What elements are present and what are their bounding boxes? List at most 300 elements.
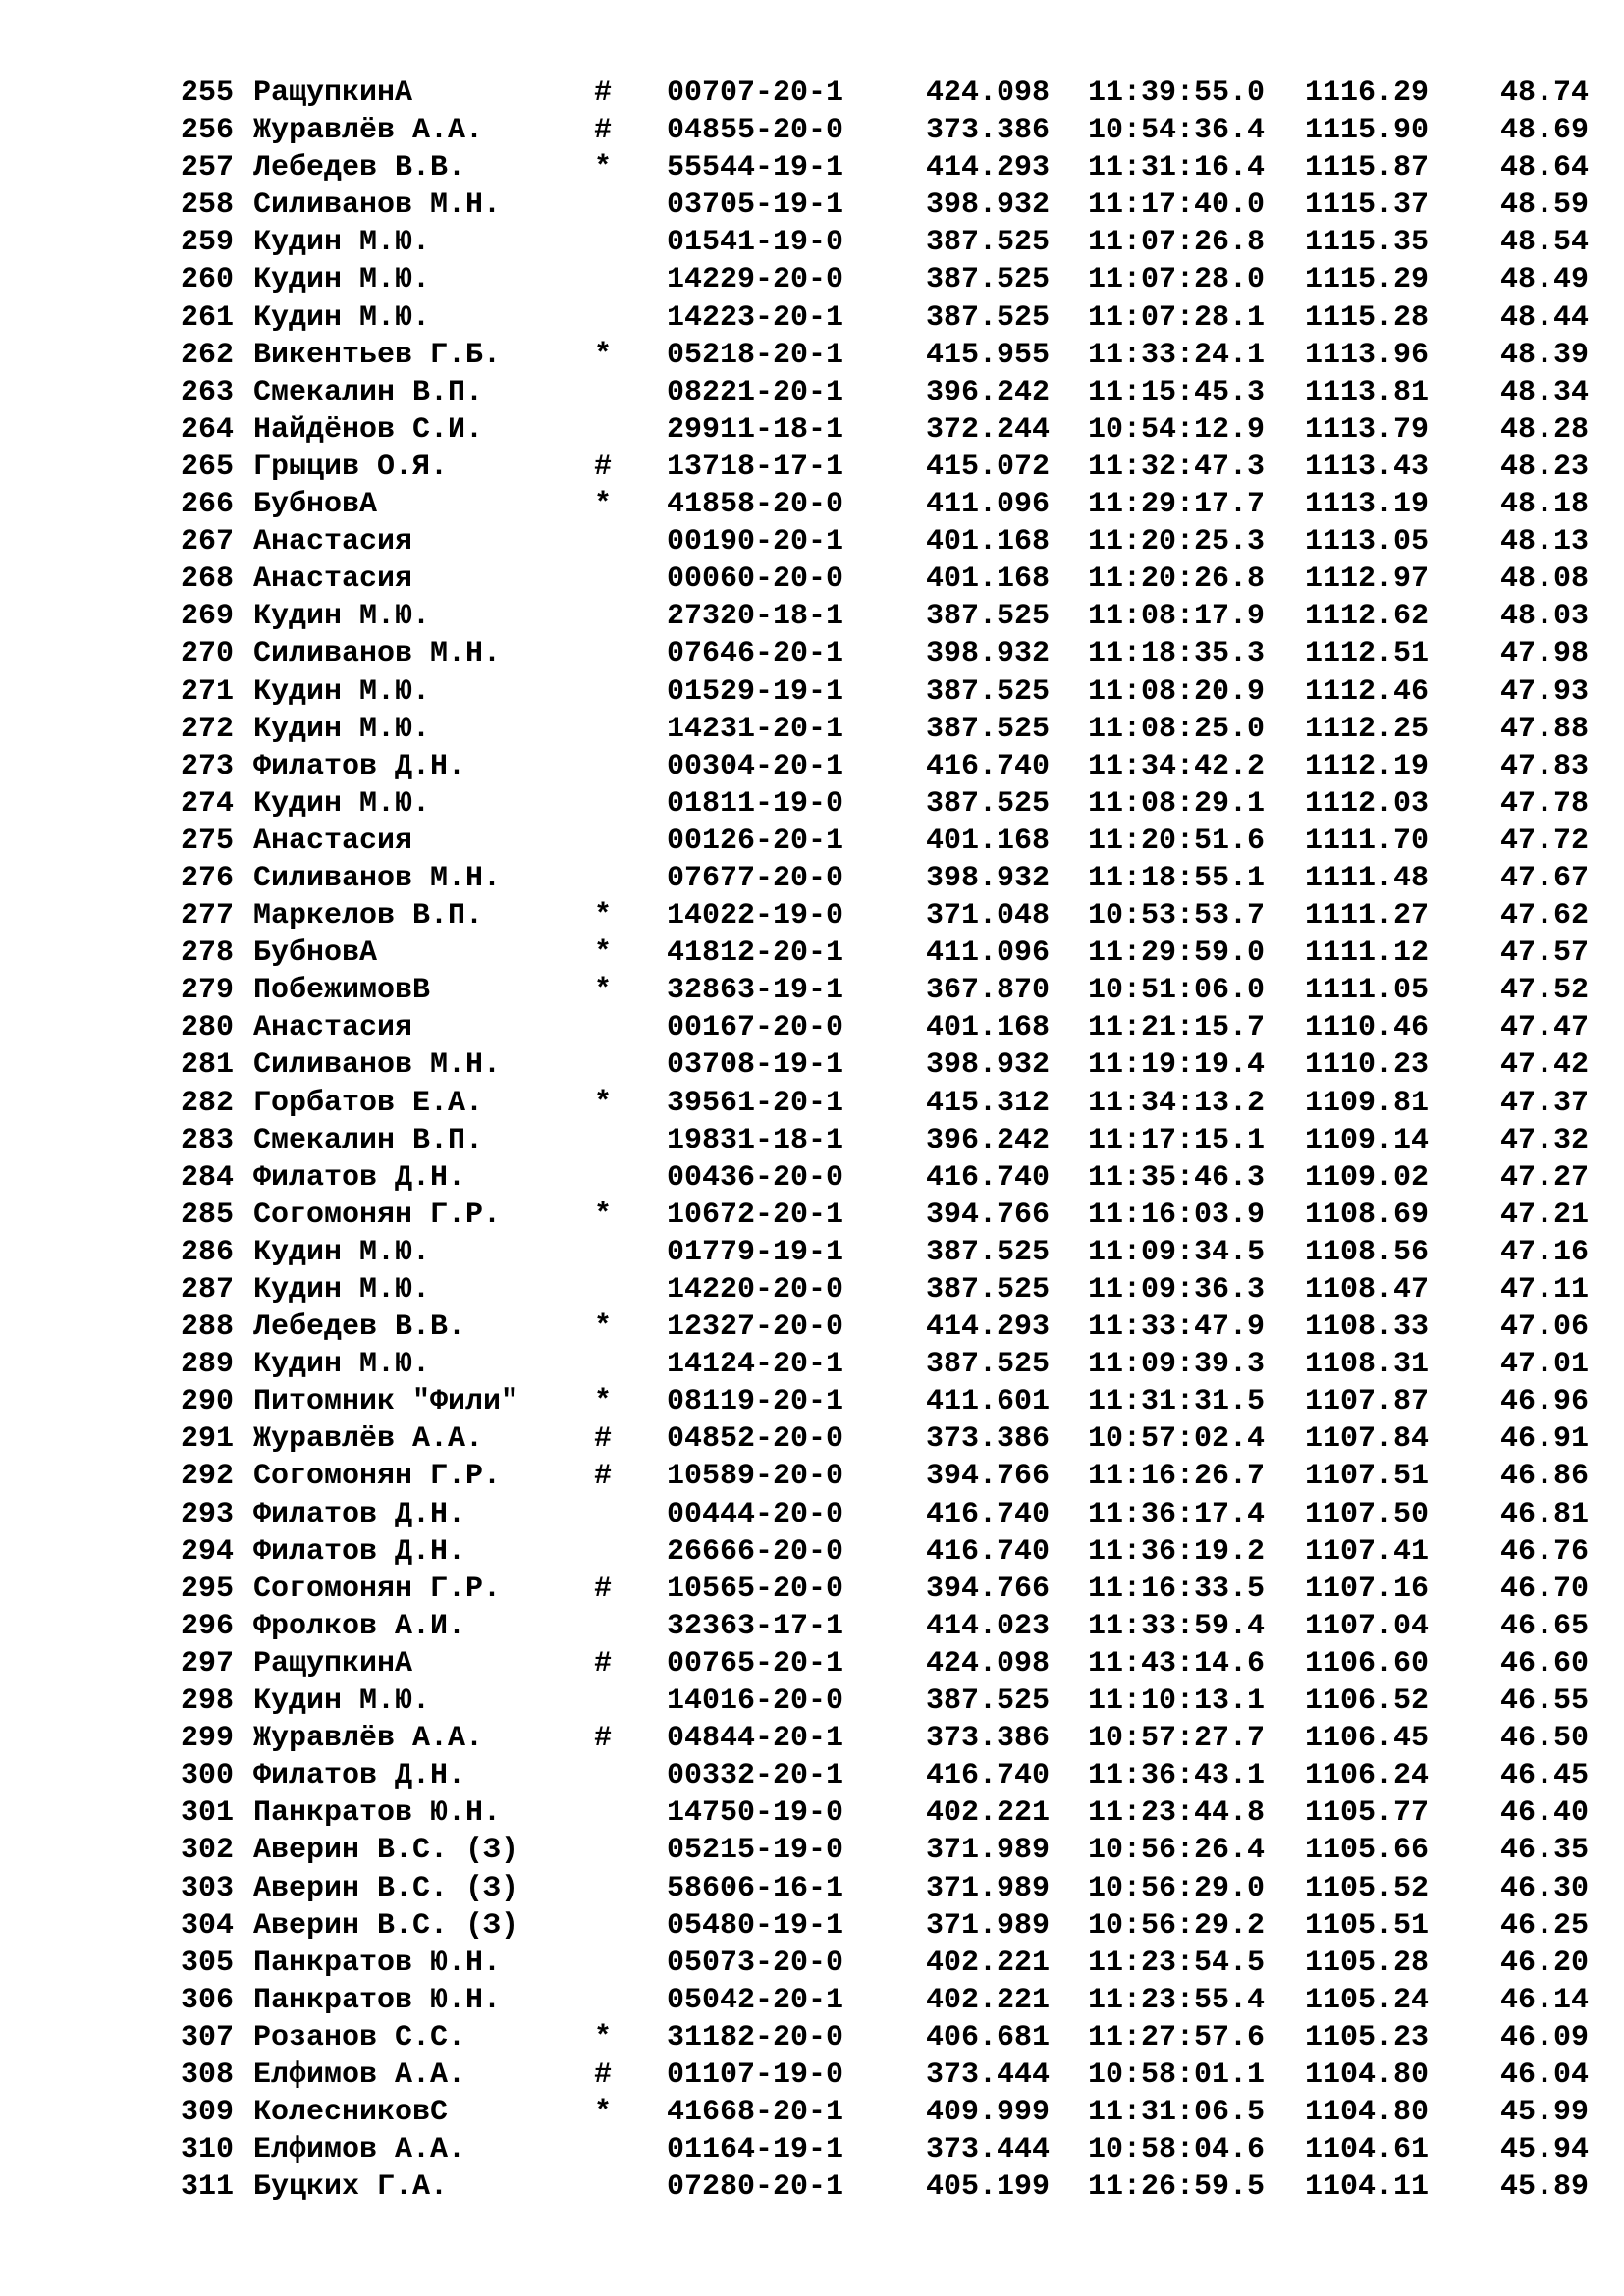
arrival-time: 11:18:55.1 (1088, 861, 1266, 895)
table-row (175, 1870, 1589, 1907)
points: 47.98 (1499, 637, 1589, 671)
marker-symbol: * (593, 936, 612, 971)
arrival-time: 11:36:43.1 (1088, 1759, 1266, 1793)
fancier-name: Журавлёв А.А. (253, 114, 484, 148)
distance: 387.525 (926, 712, 1051, 746)
ring-number: 00126-20-1 (667, 824, 844, 858)
speed: 1113.79 (1305, 412, 1430, 447)
points: 47.47 (1499, 1011, 1589, 1045)
fancier-name: Силиванов М.Н. (253, 1048, 502, 1083)
fancier-name: Силиванов М.Н. (253, 188, 502, 223)
speed: 1115.90 (1305, 114, 1430, 148)
distance: 416.740 (926, 1497, 1051, 1531)
points: 47.37 (1499, 1086, 1589, 1120)
fancier-name: Кудин М.Ю. (253, 600, 431, 634)
ring-number: 14231-20-1 (667, 712, 844, 746)
arrival-time: 11:17:15.1 (1088, 1123, 1266, 1157)
arrival-time: 11:21:15.7 (1088, 1011, 1266, 1045)
place-number: 291 (180, 1422, 234, 1457)
points: 47.88 (1499, 712, 1589, 746)
place-number: 286 (180, 1235, 234, 1269)
place-number: 259 (180, 226, 234, 260)
arrival-time: 10:56:29.2 (1088, 1908, 1266, 1943)
arrival-time: 11:09:39.3 (1088, 1348, 1266, 1382)
arrival-time: 11:08:20.9 (1088, 674, 1266, 709)
distance: 396.242 (926, 1123, 1051, 1157)
fancier-name: БубновА (253, 936, 378, 971)
fancier-name: Смекалин В.П. (253, 1123, 484, 1157)
table-row (175, 1234, 1589, 1271)
points: 48.23 (1499, 450, 1589, 484)
fancier-name: Кудин М.Ю. (253, 263, 431, 297)
table-row (175, 972, 1589, 1009)
speed: 1111.12 (1305, 936, 1430, 971)
fancier-name: Аверин В.С. (З) (253, 1871, 519, 1905)
arrival-time: 11:20:25.3 (1088, 525, 1266, 560)
speed: 1104.61 (1305, 2133, 1430, 2167)
speed: 1112.97 (1305, 562, 1430, 597)
table-row (175, 635, 1589, 672)
arrival-time: 10:54:12.9 (1088, 412, 1266, 447)
marker-symbol: * (593, 1198, 612, 1232)
speed: 1105.28 (1305, 1946, 1430, 1980)
distance: 387.525 (926, 1684, 1051, 1719)
speed: 1112.19 (1305, 749, 1430, 783)
ring-number: 00707-20-1 (667, 77, 844, 110)
speed: 1115.29 (1305, 263, 1430, 297)
place-number: 255 (180, 77, 234, 110)
distance: 401.168 (926, 525, 1051, 560)
place-number: 292 (180, 1460, 234, 1494)
place-number: 256 (180, 114, 234, 148)
speed: 1105.23 (1305, 2020, 1430, 2055)
speed: 1112.51 (1305, 637, 1430, 671)
ring-number: 55544-19-1 (667, 151, 844, 186)
place-number: 266 (180, 488, 234, 522)
distance: 402.221 (926, 1796, 1051, 1831)
distance: 394.766 (926, 1460, 1051, 1494)
place-number: 287 (180, 1273, 234, 1307)
fancier-name: Согомонян Г.Р. (253, 1198, 502, 1232)
place-number: 268 (180, 562, 234, 597)
table-row (175, 561, 1589, 598)
points: 48.39 (1499, 338, 1589, 372)
arrival-time: 10:58:04.6 (1088, 2133, 1266, 2167)
place-number: 300 (180, 1759, 234, 1793)
points: 47.57 (1499, 936, 1589, 971)
ring-number: 14124-20-1 (667, 1348, 844, 1382)
points: 46.09 (1499, 2020, 1589, 2055)
speed: 1106.52 (1305, 1684, 1430, 1719)
place-number: 267 (180, 525, 234, 560)
speed: 1111.27 (1305, 899, 1430, 934)
points: 46.60 (1499, 1646, 1589, 1681)
speed: 1108.31 (1305, 1348, 1430, 1382)
distance: 414.293 (926, 1310, 1051, 1345)
speed: 1113.96 (1305, 338, 1430, 372)
table-row (175, 1496, 1589, 1533)
points: 46.45 (1499, 1759, 1589, 1793)
points: 46.65 (1499, 1609, 1589, 1643)
fancier-name: Филатов Д.Н. (253, 1759, 466, 1793)
distance: 401.168 (926, 1011, 1051, 1045)
arrival-time: 11:07:26.8 (1088, 226, 1266, 260)
speed: 1106.45 (1305, 1722, 1430, 1756)
distance: 411.096 (926, 488, 1051, 522)
fancier-name: РащупкинА (253, 77, 413, 110)
place-number: 296 (180, 1609, 234, 1643)
distance: 401.168 (926, 824, 1051, 858)
distance: 411.096 (926, 936, 1051, 971)
fancier-name: Розанов С.С. (253, 2020, 466, 2055)
fancier-name: Смекалин В.П. (253, 375, 484, 409)
speed: 1108.69 (1305, 1198, 1430, 1232)
fancier-name: Панкратов Ю.Н. (253, 1946, 502, 1980)
marker-symbol: # (593, 1572, 612, 1606)
speed: 1106.60 (1305, 1646, 1430, 1681)
ring-number: 10672-20-1 (667, 1198, 844, 1232)
table-row (175, 2168, 1589, 2206)
place-number: 260 (180, 263, 234, 297)
distance: 373.444 (926, 2057, 1051, 2092)
distance: 415.955 (926, 338, 1051, 372)
distance: 415.072 (926, 450, 1051, 484)
speed: 1108.47 (1305, 1273, 1430, 1307)
table-row (175, 1945, 1589, 1982)
fancier-name: Фролков А.И. (253, 1609, 466, 1643)
points: 45.89 (1499, 2170, 1589, 2205)
table-row (175, 411, 1589, 449)
table-row (175, 523, 1589, 561)
place-number: 308 (180, 2057, 234, 2092)
arrival-time: 11:33:47.9 (1088, 1310, 1266, 1345)
fancier-name: Согомонян Г.Р. (253, 1460, 502, 1494)
arrival-time: 10:53:53.7 (1088, 899, 1266, 934)
distance: 398.932 (926, 1048, 1051, 1083)
table-row (175, 1982, 1589, 2019)
fancier-name: Панкратов Ю.Н. (253, 1983, 502, 2017)
distance: 367.870 (926, 974, 1051, 1008)
marker-symbol: * (593, 1310, 612, 1345)
points: 47.83 (1499, 749, 1589, 783)
arrival-time: 11:35:46.3 (1088, 1160, 1266, 1195)
place-number: 303 (180, 1871, 234, 1905)
points: 47.06 (1499, 1310, 1589, 1345)
arrival-time: 11:34:13.2 (1088, 1086, 1266, 1120)
arrival-time: 11:23:54.5 (1088, 1946, 1266, 1980)
ring-number: 31182-20-0 (667, 2020, 844, 2055)
fancier-name: Викентьев Г.Б. (253, 338, 502, 372)
points: 46.25 (1499, 1908, 1589, 1943)
arrival-time: 11:09:36.3 (1088, 1273, 1266, 1307)
place-number: 261 (180, 300, 234, 335)
table-row (175, 934, 1589, 972)
results-table (175, 75, 1589, 2206)
points: 46.70 (1499, 1572, 1589, 1606)
points: 46.55 (1499, 1684, 1589, 1719)
marker-symbol: * (593, 151, 612, 186)
speed: 1104.80 (1305, 2057, 1430, 2092)
marker-symbol: * (593, 488, 612, 522)
marker-symbol: # (593, 1422, 612, 1457)
arrival-time: 11:31:16.4 (1088, 151, 1266, 186)
place-number: 294 (180, 1534, 234, 1569)
arrival-time: 11:29:17.7 (1088, 488, 1266, 522)
ring-number: 00304-20-1 (667, 749, 844, 783)
ring-number: 03705-19-1 (667, 188, 844, 223)
points: 48.69 (1499, 114, 1589, 148)
marker-symbol: # (593, 1460, 612, 1494)
speed: 1108.56 (1305, 1235, 1430, 1269)
table-row (175, 261, 1589, 298)
speed: 1107.50 (1305, 1497, 1430, 1531)
points: 46.20 (1499, 1946, 1589, 1980)
fancier-name: Аверин В.С. (З) (253, 1834, 519, 1868)
table-row (175, 897, 1589, 934)
place-number: 270 (180, 637, 234, 671)
distance: 387.525 (926, 600, 1051, 634)
ring-number: 01107-19-0 (667, 2057, 844, 2092)
place-number: 306 (180, 1983, 234, 2017)
points: 48.03 (1499, 600, 1589, 634)
fancier-name: Журавлёв А.А. (253, 1722, 484, 1756)
arrival-time: 11:20:51.6 (1088, 824, 1266, 858)
fancier-name: Кудин М.Ю. (253, 1348, 431, 1382)
speed: 1115.28 (1305, 300, 1430, 335)
ring-number: 58606-16-1 (667, 1871, 844, 1905)
place-number: 271 (180, 674, 234, 709)
fancier-name: Кудин М.Ю. (253, 1235, 431, 1269)
marker-symbol: * (593, 2096, 612, 2130)
distance: 424.098 (926, 77, 1051, 110)
place-number: 281 (180, 1048, 234, 1083)
table-row (175, 1794, 1589, 1832)
fancier-name: КолесниковС (253, 2096, 449, 2130)
marker-symbol: * (593, 1086, 612, 1120)
distance: 401.168 (926, 562, 1051, 597)
fancier-name: Анастасия (253, 562, 413, 597)
table-row (175, 1308, 1589, 1346)
marker-symbol: # (593, 1646, 612, 1681)
distance: 387.525 (926, 263, 1051, 297)
speed: 1111.05 (1305, 974, 1430, 1008)
fancier-name: Маркелов В.П. (253, 899, 484, 934)
distance: 387.525 (926, 786, 1051, 821)
speed: 1107.04 (1305, 1609, 1430, 1643)
table-row (175, 1458, 1589, 1495)
arrival-time: 11:31:06.5 (1088, 2096, 1266, 2130)
speed: 1115.35 (1305, 226, 1430, 260)
distance: 387.525 (926, 226, 1051, 260)
arrival-time: 11:27:57.6 (1088, 2020, 1266, 2055)
place-number: 277 (180, 899, 234, 934)
arrival-time: 11:20:26.8 (1088, 562, 1266, 597)
place-number: 305 (180, 1946, 234, 1980)
speed: 1107.16 (1305, 1572, 1430, 1606)
ring-number: 07280-20-1 (667, 2170, 844, 2205)
distance: 424.098 (926, 1646, 1051, 1681)
speed: 1113.19 (1305, 488, 1430, 522)
points: 48.34 (1499, 375, 1589, 409)
speed: 1112.46 (1305, 674, 1430, 709)
fancier-name: Филатов Д.Н. (253, 1160, 466, 1195)
ring-number: 00190-20-1 (667, 525, 844, 560)
fancier-name: РащупкинА (253, 1646, 413, 1681)
arrival-time: 10:57:27.7 (1088, 1722, 1266, 1756)
place-number: 272 (180, 712, 234, 746)
points: 48.59 (1499, 188, 1589, 223)
ring-number: 05480-19-1 (667, 1908, 844, 1943)
fancier-name: Анастасия (253, 824, 413, 858)
place-number: 297 (180, 1646, 234, 1681)
place-number: 290 (180, 1385, 234, 1419)
table-row (175, 2019, 1589, 2056)
marker-symbol: * (593, 974, 612, 1008)
table-row (175, 486, 1589, 523)
marker-symbol: * (593, 1385, 612, 1419)
points: 46.40 (1499, 1796, 1589, 1831)
points: 46.50 (1499, 1722, 1589, 1756)
points: 48.13 (1499, 525, 1589, 560)
fancier-name: Журавлёв А.А. (253, 1422, 484, 1457)
arrival-time: 11:23:55.4 (1088, 1983, 1266, 2017)
speed: 1116.29 (1305, 77, 1430, 110)
fancier-name: Кудин М.Ю. (253, 1684, 431, 1719)
fancier-name: Питомник "Фили" (253, 1385, 519, 1419)
table-row (175, 1608, 1589, 1645)
table-row (175, 75, 1589, 112)
fancier-name: Аверин В.С. (З) (253, 1908, 519, 1943)
distance: 398.932 (926, 637, 1051, 671)
place-number: 293 (180, 1497, 234, 1531)
table-row (175, 598, 1589, 635)
fancier-name: Силиванов М.Н. (253, 637, 502, 671)
table-row (175, 449, 1589, 486)
ring-number: 05042-20-1 (667, 1983, 844, 2017)
ring-number: 05073-20-0 (667, 1946, 844, 1980)
points: 48.08 (1499, 562, 1589, 597)
ring-number: 07646-20-1 (667, 637, 844, 671)
place-number: 265 (180, 450, 234, 484)
fancier-name: Лебедев В.В. (253, 1310, 466, 1345)
fancier-name: Грыцив О.Я. (253, 450, 449, 484)
speed: 1105.51 (1305, 1908, 1430, 1943)
distance: 372.244 (926, 412, 1051, 447)
arrival-time: 11:07:28.0 (1088, 263, 1266, 297)
speed: 1112.62 (1305, 600, 1430, 634)
ring-number: 01779-19-1 (667, 1235, 844, 1269)
points: 47.01 (1499, 1348, 1589, 1382)
ring-number: 14229-20-0 (667, 263, 844, 297)
arrival-time: 11:19:19.4 (1088, 1048, 1266, 1083)
points: 47.11 (1499, 1273, 1589, 1307)
points: 46.76 (1499, 1534, 1589, 1569)
fancier-name: Филатов Д.Н. (253, 1497, 466, 1531)
place-number: 274 (180, 786, 234, 821)
place-number: 280 (180, 1011, 234, 1045)
points: 46.35 (1499, 1834, 1589, 1868)
speed: 1112.25 (1305, 712, 1430, 746)
ring-number: 41858-20-0 (667, 488, 844, 522)
ring-number: 41668-20-1 (667, 2096, 844, 2130)
points: 46.91 (1499, 1422, 1589, 1457)
fancier-name: Панкратов Ю.Н. (253, 1796, 502, 1831)
speed: 1107.87 (1305, 1385, 1430, 1419)
points: 48.18 (1499, 488, 1589, 522)
table-row (175, 1346, 1589, 1383)
arrival-time: 11:34:42.2 (1088, 749, 1266, 783)
arrival-time: 11:08:17.9 (1088, 600, 1266, 634)
fancier-name: Кудин М.Ю. (253, 300, 431, 335)
distance: 387.525 (926, 1235, 1051, 1269)
speed: 1107.51 (1305, 1460, 1430, 1494)
ring-number: 14223-20-1 (667, 300, 844, 335)
marker-symbol: # (593, 77, 612, 110)
ring-number: 08119-20-1 (667, 1385, 844, 1419)
table-row (175, 1383, 1589, 1420)
points: 47.93 (1499, 674, 1589, 709)
table-row (175, 337, 1589, 374)
table-row (175, 1046, 1589, 1084)
distance: 416.740 (926, 1160, 1051, 1195)
distance: 373.444 (926, 2133, 1051, 2167)
points: 48.54 (1499, 226, 1589, 260)
ring-number: 04844-20-1 (667, 1722, 844, 1756)
table-row (175, 1009, 1589, 1046)
speed: 1109.81 (1305, 1086, 1430, 1120)
points: 46.86 (1499, 1460, 1589, 1494)
fancier-name: Найдёнов С.И. (253, 412, 484, 447)
marker-symbol: # (593, 450, 612, 484)
speed: 1105.66 (1305, 1834, 1430, 1868)
table-row (175, 1907, 1589, 1945)
arrival-time: 11:09:34.5 (1088, 1235, 1266, 1269)
speed: 1115.87 (1305, 151, 1430, 186)
ring-number: 12327-20-0 (667, 1310, 844, 1345)
points: 48.44 (1499, 300, 1589, 335)
table-row (175, 374, 1589, 411)
fancier-name: Лебедев В.В. (253, 151, 466, 186)
distance: 387.525 (926, 1273, 1051, 1307)
distance: 411.601 (926, 1385, 1051, 1419)
place-number: 262 (180, 338, 234, 372)
ring-number: 05215-19-0 (667, 1834, 844, 1868)
points: 48.28 (1499, 412, 1589, 447)
arrival-time: 10:57:02.4 (1088, 1422, 1266, 1457)
ring-number: 29911-18-1 (667, 412, 844, 447)
points: 47.67 (1499, 861, 1589, 895)
arrival-time: 11:23:44.8 (1088, 1796, 1266, 1831)
fancier-name: Силиванов М.Н. (253, 861, 502, 895)
points: 45.94 (1499, 2133, 1589, 2167)
speed: 1113.05 (1305, 525, 1430, 560)
arrival-time: 11:16:26.7 (1088, 1460, 1266, 1494)
arrival-time: 11:08:29.1 (1088, 786, 1266, 821)
distance: 373.386 (926, 1722, 1051, 1756)
place-number: 279 (180, 974, 234, 1008)
table-row (175, 2094, 1589, 2131)
speed: 1109.02 (1305, 1160, 1430, 1195)
points: 46.96 (1499, 1385, 1589, 1419)
arrival-time: 11:33:24.1 (1088, 338, 1266, 372)
points: 47.42 (1499, 1048, 1589, 1083)
ring-number: 14750-19-0 (667, 1796, 844, 1831)
ring-number: 41812-20-1 (667, 936, 844, 971)
distance: 409.999 (926, 2096, 1051, 2130)
fancier-name: ПобежимовВ (253, 974, 431, 1008)
place-number: 275 (180, 824, 234, 858)
speed: 1109.14 (1305, 1123, 1430, 1157)
